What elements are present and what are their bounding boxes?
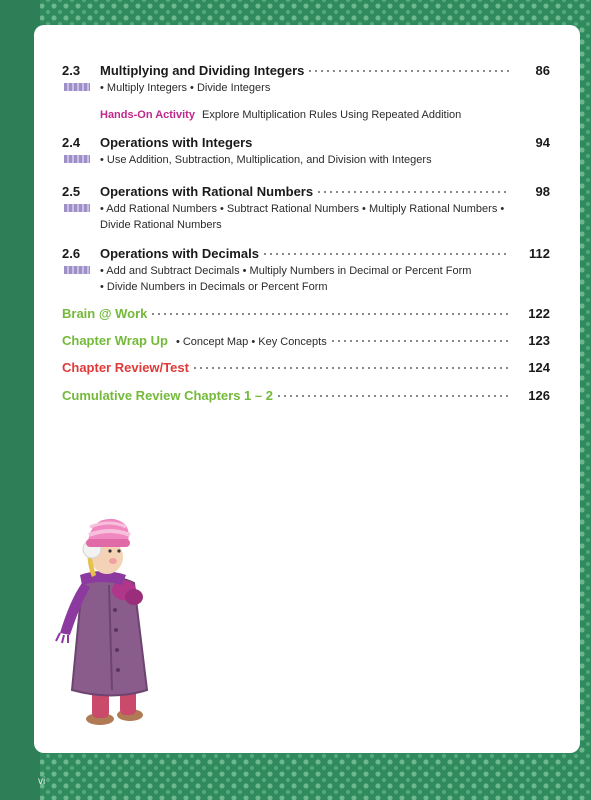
section-marker — [64, 204, 90, 212]
toc-entry-cumulative-review[interactable] — [62, 388, 550, 406]
section-number: 2.3 — [62, 63, 81, 78]
folio-page-number: vi — [38, 776, 46, 787]
section-marker — [64, 266, 90, 274]
chapter-review-title: Chapter Review/Test — [62, 360, 189, 375]
chapter-wrap-up-title: Chapter Wrap Up — [62, 333, 168, 348]
page-number: 122 — [528, 306, 550, 321]
page-number: 124 — [528, 360, 550, 375]
toc-entry-hands-on[interactable] — [62, 109, 550, 127]
dot-leader — [192, 360, 510, 372]
page-number: 94 — [535, 135, 550, 150]
page-number: 112 — [529, 246, 550, 261]
section-topics: • Multiply Integers • Divide Integers — [100, 82, 271, 94]
section-topics: • Use Addition, Subtraction, Multiplication, and Division with Integers — [100, 154, 432, 166]
dot-leader — [262, 246, 510, 258]
page-number: 98 — [535, 184, 550, 199]
section-number: 2.4 — [62, 135, 81, 150]
dot-leader — [150, 306, 510, 318]
section-topics: • Add and Subtract Decimals • Multiply Numbers in Decimal or Percent Form • Divide Numbers in Decimals or Percent Form — [100, 265, 472, 293]
section-title: Operations with Rational Numbers — [100, 184, 314, 199]
toc-entry-2-6[interactable] — [62, 246, 550, 296]
brain-at-work-title: Brain @ Work — [62, 306, 148, 321]
section-title: Operations with Decimals — [100, 246, 259, 261]
hands-on-text: Explore Multiplication Rules Using Repeated Addition — [202, 109, 462, 121]
chapter-wrap-up-topics: • Concept Map • Key Concepts — [175, 336, 327, 348]
toc-entry-2-4[interactable] — [62, 135, 550, 175]
toc-entry-chapter-wrap-up[interactable] — [62, 333, 550, 351]
section-number: 2.6 — [62, 246, 81, 261]
toc-entry-brain-at-work[interactable] — [62, 306, 550, 324]
hands-on-label: Hands-On Activity — [100, 109, 195, 121]
section-title: Operations with Integers — [100, 135, 253, 150]
dot-leader — [307, 63, 510, 75]
dot-leader — [276, 388, 510, 400]
toc-entry-2-5[interactable] — [62, 184, 550, 234]
dot-leader — [316, 184, 510, 196]
section-marker — [64, 155, 90, 163]
section-number: 2.5 — [62, 184, 81, 199]
dot-leader — [330, 333, 510, 345]
page-number: 126 — [528, 388, 550, 403]
cumulative-review-title: Cumulative Review Chapters 1 – 2 — [62, 388, 273, 403]
page-number: 86 — [535, 63, 550, 78]
toc-entry-chapter-review[interactable] — [62, 360, 550, 378]
girl-illustration — [52, 505, 162, 730]
toc-entry-2-3[interactable] — [62, 63, 550, 103]
section-marker — [64, 83, 90, 91]
page-number: 123 — [528, 333, 550, 348]
section-title: Multiplying and Dividing Integers — [100, 63, 305, 78]
section-topics: • Add Rational Numbers • Subtract Rational Numbers • Multiply Rational Numbers • Divide Rational Numbers — [100, 203, 505, 231]
